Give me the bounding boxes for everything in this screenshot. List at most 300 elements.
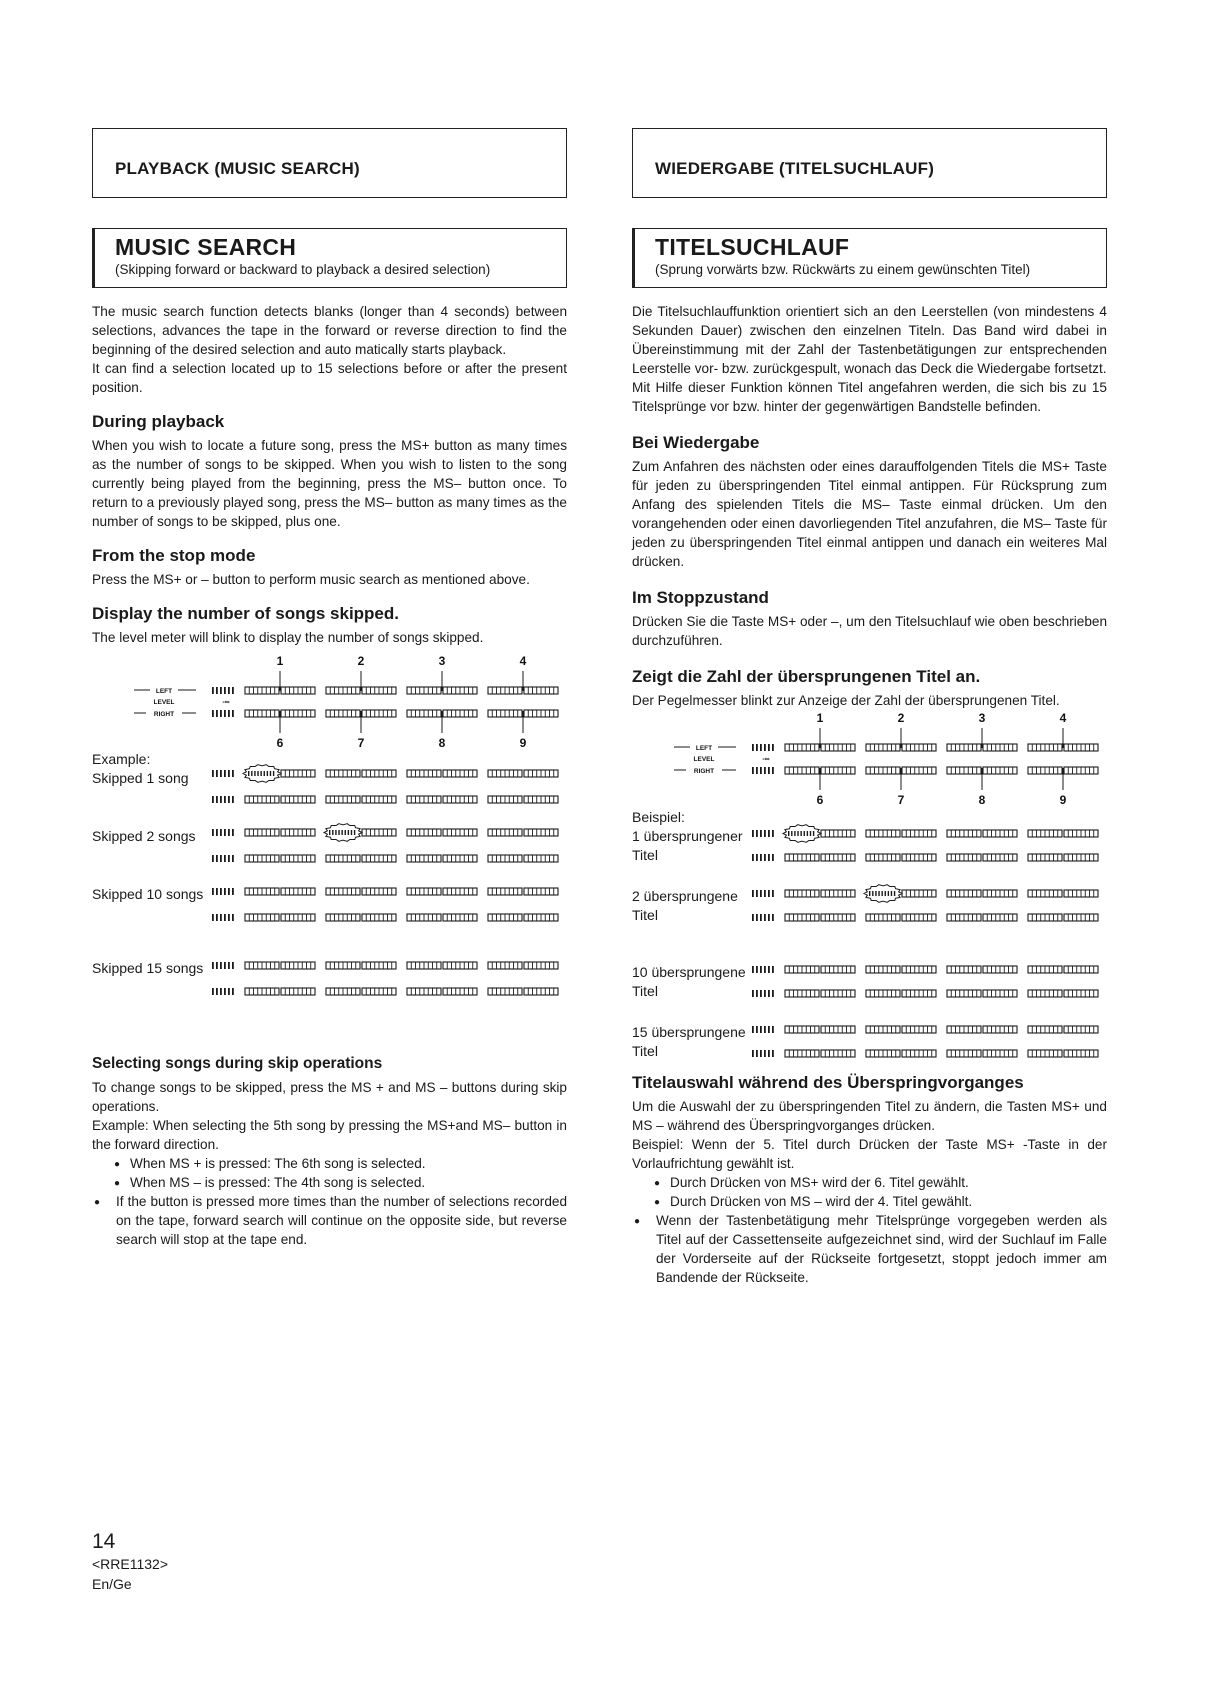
meter-tick xyxy=(768,1026,770,1033)
meter-tick xyxy=(228,687,230,694)
meter-tick xyxy=(764,767,766,774)
meter-segment xyxy=(947,767,981,774)
meter-segment xyxy=(947,966,981,973)
meter-tick xyxy=(212,710,214,717)
sub-bullet-list xyxy=(632,1173,1107,1211)
meter-segment xyxy=(983,744,1017,751)
meter-number-top: 3 xyxy=(438,654,446,668)
meter-segment xyxy=(821,830,855,837)
page-title: MUSIC SEARCH xyxy=(115,234,297,260)
meter-segment xyxy=(869,891,895,896)
example-label: Example: xyxy=(92,751,151,767)
meter-segment xyxy=(362,988,396,995)
meter-tick xyxy=(232,687,234,694)
meter-segment xyxy=(524,914,558,921)
stop-mode-text: Drücken Sie die Taste MS+ oder –, um den Titelsuchlauf wie oben beschrieben durchzuführen. xyxy=(632,614,1107,648)
meter-tick xyxy=(752,744,754,751)
meter-segment xyxy=(785,966,819,973)
meter-segment xyxy=(407,914,441,921)
heading-display-skipped: Display the number of songs skipped. xyxy=(92,604,399,623)
meter-segment xyxy=(245,888,279,895)
meter-segment xyxy=(983,966,1017,973)
meter-tick xyxy=(220,829,222,836)
meter-tick xyxy=(216,687,218,694)
meter-tick xyxy=(224,988,226,995)
heading-during-playback: Bei Wiedergabe xyxy=(632,433,760,452)
meter-tick xyxy=(794,831,795,836)
meter-tick xyxy=(888,891,889,896)
meter-tick xyxy=(216,770,218,777)
meter-tick xyxy=(341,830,342,835)
meter-segment xyxy=(362,710,396,717)
meter-segment xyxy=(281,710,315,717)
meter-tick xyxy=(232,829,234,836)
meter-tick xyxy=(228,796,230,803)
meter-segment xyxy=(983,890,1017,897)
meter-segment xyxy=(902,830,936,837)
meter-segment xyxy=(245,855,279,862)
meter-tick xyxy=(768,890,770,897)
meter-segment xyxy=(488,829,522,836)
meter-segment xyxy=(947,830,981,837)
meter-tick xyxy=(216,710,218,717)
meter-segment xyxy=(1028,1026,1062,1033)
meter-segment xyxy=(866,830,900,837)
meter-segment xyxy=(212,770,234,777)
meter-segment xyxy=(281,888,315,895)
intro-paragraph-1: The music search function detects blanks (longer than 4 seconds) between selections, advances the tape in the forward or reverse direction to find the beginning of the desired selection and auto matically starts playback. xyxy=(92,304,567,357)
meter-tick xyxy=(224,770,226,777)
meter-segment xyxy=(488,687,522,694)
meter-tick xyxy=(768,767,770,774)
meter-tick xyxy=(254,771,255,776)
main-bullet-item: ● Wenn der Tastenbetätigung mehr Titelsprünge vorgegeben werden als Titel auf der Cassettenseite aufgezeichnet sind, wird der Suchlauf im Falle der Vorderseite auf der Rückseite fortgesetzt, stoppt jedoch immer am Bandende der Rückseite. xyxy=(632,1211,1107,1287)
meter-segment xyxy=(947,1050,981,1057)
main-bullet-item: ● If the button is pressed more times than the number of selections recorded on the tape, forward search will continue on the opposite side, but reverse search will stop at the tape end. xyxy=(92,1192,567,1249)
meter-tick xyxy=(813,831,814,836)
meter-tick xyxy=(212,687,214,694)
meter-segment xyxy=(785,1026,819,1033)
sub-bullet-item: ● Durch Drücken von MS – wird der 4. Titel gewählt. xyxy=(632,1192,1107,1211)
meter-segment xyxy=(821,990,855,997)
meter-number-top: 4 xyxy=(519,654,527,668)
section-header: WIEDERGABE (TITELSUCHLAUF) xyxy=(655,159,935,178)
meter-number-bottom: 7 xyxy=(357,736,365,750)
meter-segment xyxy=(1064,1050,1098,1057)
meter-segment xyxy=(362,888,396,895)
meter-segment xyxy=(902,854,936,861)
meter-number-top: 2 xyxy=(357,654,365,668)
meter-tick xyxy=(228,770,230,777)
selecting-paragraph-2: Example: When selecting the 5th song by pressing the MS+and MS– button in the forward direction. xyxy=(92,1118,567,1152)
meter-segment xyxy=(326,888,360,895)
meter-segment xyxy=(1028,830,1062,837)
meter-tick xyxy=(224,855,226,862)
meter-segment xyxy=(326,796,360,803)
meter-tick xyxy=(228,988,230,995)
selecting-paragraph-2: Beispiel: Wenn der 5. Titel durch Drücken der Taste MS+ -Taste in der Vorlaufrichtung gewählt ist. xyxy=(632,1137,1107,1171)
meter-segment xyxy=(902,966,936,973)
meter-tick xyxy=(772,890,774,897)
page-footer xyxy=(92,1530,168,1594)
meter-tick xyxy=(216,829,218,836)
meter-segment xyxy=(983,1026,1017,1033)
intro-paragraph-2: Mit Hilfe dieser Funktion können Titel angefahren werden, die sich bis zu 15 Titelsprünge vor bzw. hinter der gegenwärtigen Bandstelle befinden. xyxy=(632,380,1107,414)
meter-number-bottom: 8 xyxy=(978,793,986,807)
example-4-label: 15 übersprungene Titel xyxy=(632,1024,746,1059)
meter-segment xyxy=(362,829,396,836)
meter-segment xyxy=(407,888,441,895)
meter-segment xyxy=(407,710,441,717)
level-label: LEVEL xyxy=(153,699,175,706)
meter-number-top: 3 xyxy=(978,711,986,725)
meter-segment xyxy=(983,767,1017,774)
meter-segment xyxy=(866,767,900,774)
meter-segment xyxy=(212,687,234,694)
meter-tick xyxy=(220,962,222,969)
meter-tick xyxy=(224,796,226,803)
meter-tick xyxy=(228,962,230,969)
meter-segment xyxy=(524,988,558,995)
sub-bullet-item: ● When MS – is pressed: The 4th song is selected. xyxy=(92,1173,567,1192)
meter-segment xyxy=(326,687,360,694)
meter-segment xyxy=(326,962,360,969)
meter-segment xyxy=(821,744,855,751)
meter-tick xyxy=(248,771,249,776)
meter-segment xyxy=(407,796,441,803)
meter-segment xyxy=(407,962,441,969)
meter-tick xyxy=(768,990,770,997)
meter-segment xyxy=(212,988,234,995)
meter-segment xyxy=(488,770,522,777)
meter-segment xyxy=(788,831,814,836)
display-skipped-text: The level meter will blink to display the number of songs skipped. xyxy=(92,630,484,645)
meter-tick xyxy=(332,830,333,835)
meter-tick xyxy=(228,888,230,895)
meter-number-top: 1 xyxy=(816,711,824,725)
meter-tick xyxy=(351,830,352,835)
meter-segment xyxy=(821,890,855,897)
meter-segment xyxy=(1028,890,1062,897)
meter-segment xyxy=(362,770,396,777)
meter-segment xyxy=(785,767,819,774)
meter-segment xyxy=(212,829,234,836)
meter-segment xyxy=(866,1050,900,1057)
meter-segment xyxy=(866,966,900,973)
example-label: Beispiel: xyxy=(632,809,685,825)
meter-segment xyxy=(983,1050,1017,1057)
meter-tick xyxy=(220,914,222,921)
meter-segment xyxy=(1064,966,1098,973)
meter-tick xyxy=(878,891,879,896)
meter-tick xyxy=(216,796,218,803)
level-label: LEVEL xyxy=(693,756,715,763)
meter-tick xyxy=(224,914,226,921)
meter-segment xyxy=(1064,830,1098,837)
meter-segment xyxy=(245,829,279,836)
meter-segment xyxy=(443,796,477,803)
example-2-label: 2 übersprungene Titel xyxy=(632,888,738,923)
meter-number-top: 4 xyxy=(1059,711,1067,725)
meter-tick xyxy=(273,771,274,776)
main-bullet-list xyxy=(92,1192,567,1249)
meter-segment xyxy=(947,890,981,897)
meter-segment xyxy=(245,988,279,995)
meter-tick xyxy=(756,744,758,751)
meter-segment xyxy=(902,990,936,997)
meter-segment xyxy=(902,890,936,897)
meter-tick xyxy=(220,988,222,995)
meter-segment xyxy=(1028,1050,1062,1057)
meter-segment xyxy=(443,855,477,862)
meter-segment xyxy=(407,770,441,777)
meter-tick xyxy=(881,891,882,896)
meter-segment xyxy=(947,1026,981,1033)
page-subtitle: (Sprung vorwärts bzw. Rückwärts zu einem gewünschten Titel) xyxy=(655,262,1031,277)
example-4-label: Skipped 15 songs xyxy=(92,960,204,976)
meter-number-bottom: 9 xyxy=(519,736,527,750)
meter-tick xyxy=(807,831,808,836)
heading-stop-mode: From the stop mode xyxy=(92,546,256,565)
meter-tick xyxy=(768,854,770,861)
meter-tick xyxy=(212,855,214,862)
meter-segment xyxy=(983,854,1017,861)
meter-tick xyxy=(224,829,226,836)
meter-segment xyxy=(326,855,360,862)
meter-segment xyxy=(524,962,558,969)
meter-tick xyxy=(212,914,214,921)
meter-segment xyxy=(983,990,1017,997)
meter-segment xyxy=(281,855,315,862)
meter-segment xyxy=(821,1026,855,1033)
meter-segment xyxy=(1064,767,1098,774)
meter-tick xyxy=(232,796,234,803)
meter-tick xyxy=(894,891,895,896)
selecting-paragraph-1: Um die Auswahl der zu überspringenden Titel zu ändern, die Tasten MS+ und MS – während des Überspringvorganges drücken. xyxy=(632,1099,1107,1133)
meter-segment xyxy=(524,796,558,803)
meter-segment xyxy=(866,854,900,861)
meter-tick xyxy=(791,831,792,836)
right-channel-label: RIGHT xyxy=(693,768,715,775)
meter-tick xyxy=(891,891,892,896)
meter-tick xyxy=(768,1050,770,1057)
during-playback-text: Zum Anfahren des nächsten oder eines darauffolgenden Titels die MS+ Taste für jeden zu überspringenden Titel einmal antippen. Für Rücksprung zum Anfang des spielenden Titels die MS– Taste einmal drücken. Um den vorangehenden oder einen davorliegenden Titel anzufahren, die MS– Taste für jeden zu überspringenden Titel einmal antippen und danach ein weiteres Mal drücken. xyxy=(632,459,1107,569)
meter-segment xyxy=(443,914,477,921)
meter-tick xyxy=(224,687,226,694)
selecting-paragraph-1: To change songs to be skipped, press the MS + and MS – buttons during skip operations. xyxy=(92,1080,567,1114)
meter-segment xyxy=(362,855,396,862)
meter-tick xyxy=(772,990,774,997)
meter-segment xyxy=(902,744,936,751)
meter-tick xyxy=(772,854,774,861)
example-3-label: Skipped 10 songs xyxy=(92,886,204,902)
meter-tick xyxy=(354,830,355,835)
meter-segment xyxy=(785,990,819,997)
meter-segment xyxy=(1028,767,1062,774)
meter-tick xyxy=(772,767,774,774)
minus-infinity-label: -∞ xyxy=(222,699,230,706)
meter-segment xyxy=(983,830,1017,837)
meter-segment xyxy=(902,1026,936,1033)
meter-tick xyxy=(260,771,261,776)
meter-tick xyxy=(220,796,222,803)
meter-tick xyxy=(232,770,234,777)
heading-selecting-songs: Titelauswahl während des Überspringvorganges xyxy=(632,1073,1024,1092)
meter-tick xyxy=(872,891,873,896)
meter-segment xyxy=(281,914,315,921)
page-subtitle: (Skipping forward or backward to playback a desired selection) xyxy=(115,262,491,277)
language-code: En/Ge xyxy=(92,1576,132,1592)
meter-tick xyxy=(335,830,336,835)
meter-segment xyxy=(785,854,819,861)
level-meter-diagram xyxy=(92,653,567,1045)
during-playback-text: When you wish to locate a future song, press the MS+ button as many times as the number of songs to be skipped. When you wish to listen to the song currently being played from the beginning, press the MS– button once. To return to a previously played song, press the MS– button as many times as the number of songs to be skipped, plus one. xyxy=(92,438,567,529)
meter-segment xyxy=(245,710,279,717)
meter-segment xyxy=(407,829,441,836)
english-column xyxy=(92,128,567,1249)
meter-segment xyxy=(1064,854,1098,861)
meter-tick xyxy=(804,831,805,836)
meter-tick xyxy=(216,914,218,921)
meter-tick xyxy=(220,770,222,777)
meter-segment xyxy=(866,744,900,751)
meter-segment xyxy=(488,988,522,995)
right-channel-label: RIGHT xyxy=(153,711,175,718)
meter-segment xyxy=(785,744,819,751)
meter-tick xyxy=(760,767,762,774)
meter-segment xyxy=(821,854,855,861)
meter-segment xyxy=(1064,990,1098,997)
meter-segment xyxy=(281,770,315,777)
section-header-box xyxy=(92,128,567,198)
meter-tick xyxy=(232,962,234,969)
level-meter-figure xyxy=(92,653,567,1045)
left-channel-label: LEFT xyxy=(155,688,173,695)
meter-tick xyxy=(875,891,876,896)
meter-tick xyxy=(220,710,222,717)
meter-number-top: 2 xyxy=(897,711,905,725)
meter-segment xyxy=(488,914,522,921)
meter-segment xyxy=(1064,744,1098,751)
meter-segment xyxy=(983,914,1017,921)
meter-segment xyxy=(245,914,279,921)
meter-segment xyxy=(407,855,441,862)
sub-bullet-item: ● When MS + is pressed: The 6th song is selected. xyxy=(92,1154,567,1173)
meter-segment xyxy=(524,829,558,836)
meter-tick xyxy=(768,966,770,973)
meter-tick xyxy=(232,855,234,862)
meter-segment xyxy=(785,914,819,921)
meter-tick xyxy=(760,744,762,751)
meter-tick xyxy=(800,831,801,836)
heading-display-skipped: Zeigt die Zahl der übersprungenen Titel an. xyxy=(632,667,981,686)
meter-tick xyxy=(267,771,268,776)
meter-tick xyxy=(772,966,774,973)
meter-segment xyxy=(947,990,981,997)
meter-segment xyxy=(245,796,279,803)
intro-paragraph-1: Die Titelsuchlauffunktion orientiert sich an den Leerstellen (von mindestens 4 Sekunden Dauer) zwischen den einzelnen Titeln. Das Band wird dabei in Übereinstimmung mit der Zahl der Tastenbetätigungen zur entsprechenden Leerstelle vor- bzw. zurückgespult, wonach das Deck die Wiedergabe fortsetzt. xyxy=(632,304,1107,376)
meter-number-bottom: 8 xyxy=(438,736,446,750)
meter-tick xyxy=(764,744,766,751)
meter-tick xyxy=(228,914,230,921)
meter-segment xyxy=(362,687,396,694)
meter-tick xyxy=(212,796,214,803)
meter-segment xyxy=(443,888,477,895)
display-skipped-text: Der Pegelmesser blinkt zur Anzeige der Zahl der übersprungenen Titel. xyxy=(632,693,1060,708)
meter-segment xyxy=(902,914,936,921)
meter-tick xyxy=(768,744,770,751)
meter-tick xyxy=(270,771,271,776)
meter-tick xyxy=(788,831,789,836)
meter-segment xyxy=(785,1050,819,1057)
meter-segment xyxy=(785,890,819,897)
sub-bullet-item: ● Durch Drücken von MS+ wird der 6. Titel gewählt. xyxy=(632,1173,1107,1192)
meter-number-bottom: 6 xyxy=(816,793,824,807)
meter-segment xyxy=(1028,854,1062,861)
document-code: <RRE1132> xyxy=(92,1556,169,1572)
meter-number-top: 1 xyxy=(276,654,284,668)
german-column xyxy=(632,128,1107,1287)
meter-segment xyxy=(1028,744,1062,751)
meter-tick xyxy=(756,767,758,774)
meter-segment xyxy=(362,796,396,803)
meter-tick xyxy=(212,770,214,777)
meter-segment xyxy=(866,990,900,997)
meter-segment xyxy=(866,1026,900,1033)
meter-tick xyxy=(797,831,798,836)
meter-tick xyxy=(772,744,774,751)
example-1-label: 1 übersprungener Titel xyxy=(632,828,743,863)
meter-segment xyxy=(281,962,315,969)
meter-tick xyxy=(772,914,774,921)
meter-segment xyxy=(326,710,360,717)
meter-segment xyxy=(443,962,477,969)
meter-segment xyxy=(902,767,936,774)
meter-segment xyxy=(281,988,315,995)
meter-segment xyxy=(524,855,558,862)
meter-segment xyxy=(281,687,315,694)
meter-segment xyxy=(1028,914,1062,921)
meter-segment xyxy=(245,687,279,694)
meter-tick xyxy=(232,988,234,995)
title-box xyxy=(632,228,1107,288)
section-header-box xyxy=(632,128,1107,198)
meter-segment xyxy=(947,914,981,921)
meter-tick xyxy=(869,891,870,896)
meter-tick xyxy=(224,962,226,969)
stop-mode-text: Press the MS+ or – button to perform music search as mentioned above. xyxy=(92,572,530,587)
intro-paragraph-2: It can find a selection located up to 15 selections before or after the present position. xyxy=(92,361,567,395)
meter-tick xyxy=(220,687,222,694)
meter-segment xyxy=(752,767,774,774)
meter-number-bottom: 6 xyxy=(276,736,284,750)
meter-segment xyxy=(281,796,315,803)
meter-segment xyxy=(443,829,477,836)
meter-segment xyxy=(902,1050,936,1057)
meter-segment xyxy=(1028,990,1062,997)
meter-segment xyxy=(947,854,981,861)
meter-tick xyxy=(216,988,218,995)
meter-tick xyxy=(885,891,886,896)
meter-segment xyxy=(1064,1026,1098,1033)
meter-segment xyxy=(821,1050,855,1057)
heading-stop-mode: Im Stoppzustand xyxy=(632,588,769,607)
meter-tick xyxy=(772,1026,774,1033)
meter-tick xyxy=(228,855,230,862)
meter-tick xyxy=(232,888,234,895)
page-title: TITELSUCHLAUF xyxy=(655,234,850,260)
meter-segment xyxy=(281,829,315,836)
